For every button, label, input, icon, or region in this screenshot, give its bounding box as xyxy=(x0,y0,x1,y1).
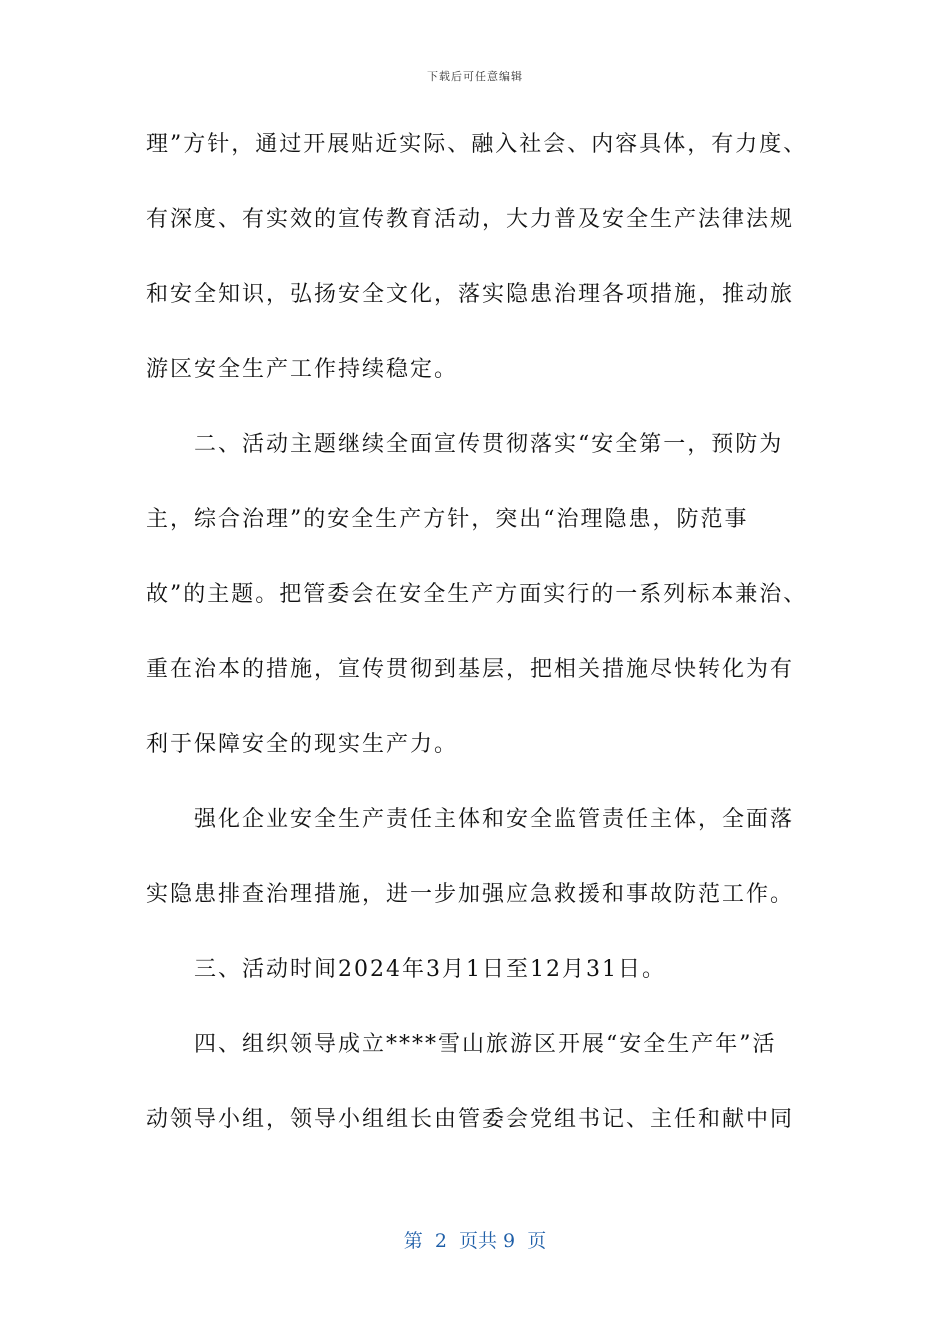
text-line-8: 重在治本的措施，宣传贯彻到基层，把相关措施尽快转化为有 xyxy=(146,657,795,682)
text-line-11: 实隐患排查治理措施，进一步加强应急救援和事故防范工作。 xyxy=(146,882,795,907)
text-line-7: 故”的主题。把管委会在安全生产方面实行的一系列标本兼治、 xyxy=(146,582,808,607)
text-line-6: 主，综合治理”的安全生产方针，突出“治理隐患，防范事 xyxy=(146,507,749,532)
text-line-1: 理”方针，通过开展贴近实际、融入社会、内容具体，有力度、 xyxy=(146,132,808,157)
text-line-13: 四、组织领导成立****雪山旅游区开展“安全生产年”活 xyxy=(194,1032,777,1057)
text-line-9: 利于保障安全的现实生产力。 xyxy=(146,732,459,757)
page-header-note: 下载后可任意编辑 xyxy=(427,70,523,83)
text-line-3: 和安全知识，弘扬安全文化，落实隐患治理各项措施，推动旅 xyxy=(146,282,795,307)
page-number-footer: 第 2 页共 9 页 xyxy=(403,1230,547,1252)
text-line-14: 动领导小组，领导小组组长由管委会党组书记、主任和献中同 xyxy=(146,1107,795,1132)
text-line-2: 有深度、有实效的宣传教育活动，大力普及安全生产法律法规 xyxy=(146,207,795,232)
text-line-10: 强化企业安全生产责任主体和安全监管责任主体，全面落 xyxy=(194,807,795,832)
text-line-12: 三、活动时间2024年3月1日至12月31日。 xyxy=(194,957,666,982)
document-body xyxy=(146,125,816,1175)
text-line-5: 二、活动主题继续全面宣传贯彻落实“安全第一，预防为 xyxy=(194,432,784,457)
text-line-4: 游区安全生产工作持续稳定。 xyxy=(146,357,459,382)
